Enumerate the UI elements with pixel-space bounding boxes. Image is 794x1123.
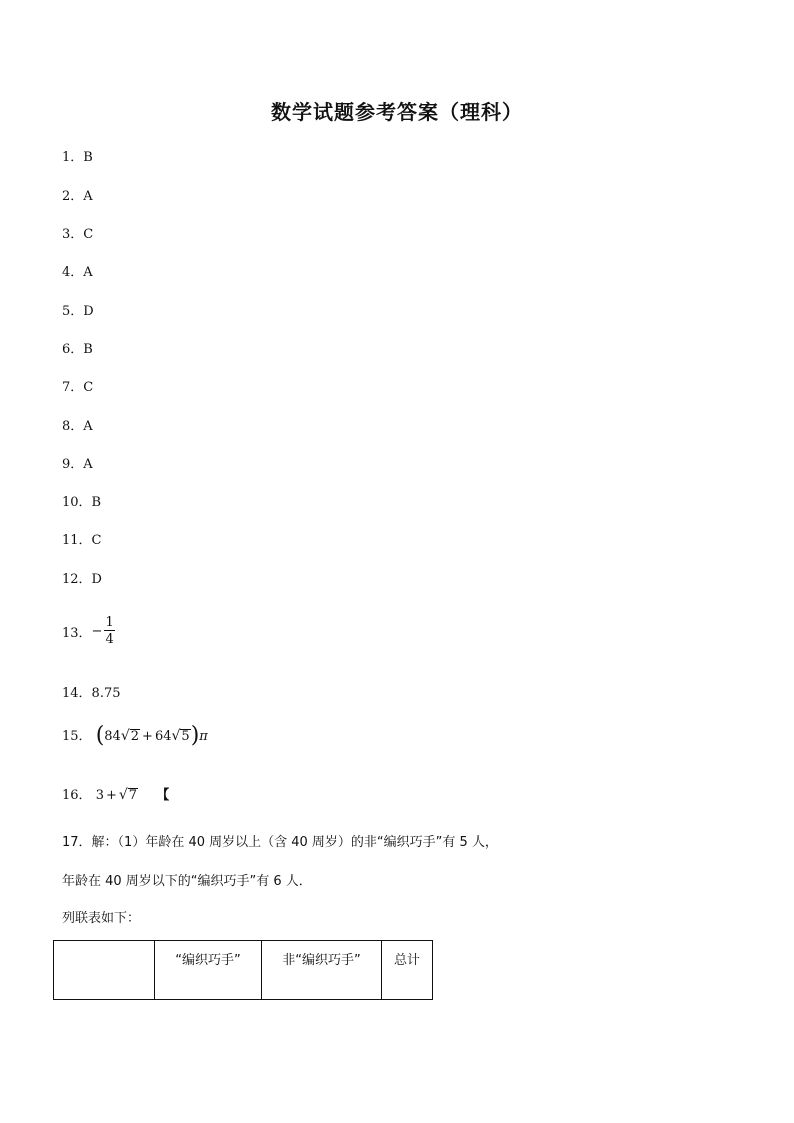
- q17-line-2: 年龄在 40 周岁以下的“编织巧手”有 6 人．: [62, 874, 312, 889]
- answer-10: 10．B: [62, 495, 102, 510]
- minus-sign: −: [91, 624, 103, 639]
- page-title: 数学试题参考答案（理科）: [271, 100, 523, 124]
- answer-4: 4．A: [62, 265, 93, 280]
- table-header-cell: 非“编织巧手”: [262, 941, 382, 1000]
- table-header-cell: 总计: [382, 941, 433, 1000]
- q17-line-3: 列联表如下：: [62, 911, 141, 926]
- sqrt-2: 2: [130, 729, 140, 744]
- answer-7: 7．C: [62, 380, 94, 395]
- answer-3: 3．C: [62, 227, 94, 242]
- contingency-table: [53, 940, 433, 1000]
- table-header-row: [54, 941, 433, 1000]
- bracket-mark: 【: [156, 788, 170, 803]
- fraction: $\frac{1}{4}$: [105, 615, 114, 647]
- answer-15: 15． (84√2 + 64√5)π: [62, 723, 208, 748]
- answer-5: 5．D: [62, 304, 94, 319]
- answer-12: 12．D: [62, 572, 102, 587]
- answer-11: 11．C: [62, 533, 102, 548]
- sqrt-5: 5: [181, 729, 190, 744]
- answer-1: 1．B: [62, 150, 93, 165]
- sqrt-7: 7: [128, 788, 138, 803]
- table-header-cell: “编织巧手”: [155, 941, 262, 1000]
- q17-line-1: 17．解：（1）年龄在 40 周岁以上（含 40 周岁）的非“编织巧手”有 5 人，: [62, 835, 498, 850]
- answer-8: 8．A: [62, 419, 93, 434]
- answer-6: 6．B: [62, 342, 93, 357]
- answer-16: 16． 3 + √7 【: [62, 787, 170, 803]
- answer-2: 2．A: [62, 189, 93, 204]
- table-header-cell: [54, 941, 155, 1000]
- answer-14: 14．8.75: [62, 686, 121, 701]
- answer-13: 13．− $\frac{1}{4}$: [62, 615, 114, 647]
- answer-9: 9．A: [62, 457, 93, 472]
